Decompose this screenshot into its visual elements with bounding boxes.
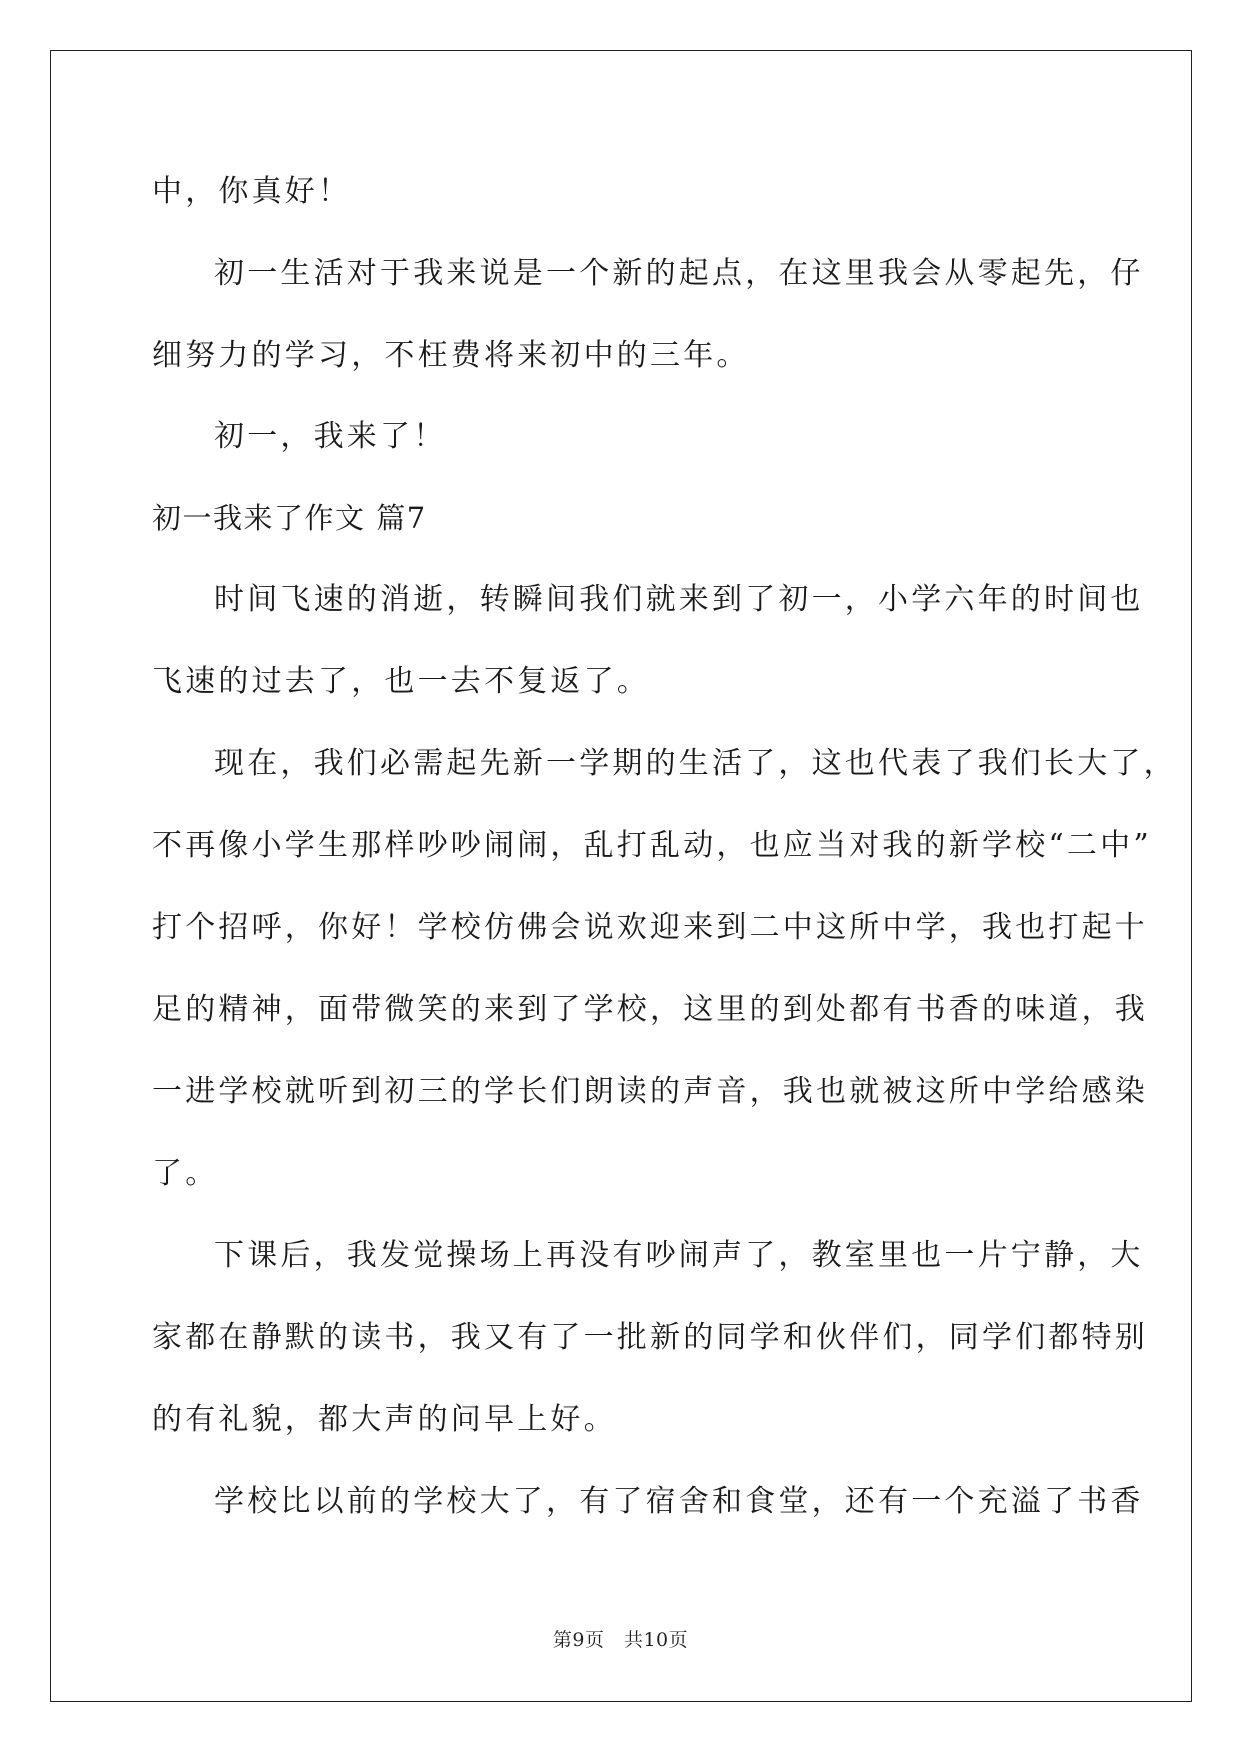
body-line-9: 打个招呼，你好！学校仿佛会说欢迎来到二中这所中学，我也打起十 — [152, 910, 1148, 945]
section-heading: 初一我来了作文 篇7 — [152, 501, 427, 535]
body-line-6: 飞速的过去了，也一去不复返了。 — [152, 664, 650, 699]
body-line-11: 一进学校就听到初三的学长们朗读的声音，我也就被这所中学给感染 — [152, 1074, 1148, 1109]
body-line-16: 学校比以前的学校大了，有了宿舍和食堂，还有一个充溢了书香 — [214, 1484, 1144, 1519]
body-line-10: 足的精神，面带微笑的来到了学校，这里的到处都有书香的味道，我 — [152, 992, 1148, 1027]
body-line-2: 初一生活对于我来说是一个新的起点，在这里我会从零起先，仔 — [214, 256, 1144, 291]
page-border — [50, 50, 1192, 1702]
page-number-footer: 第9页 共10页 — [552, 1629, 689, 1651]
body-line-3: 细努力的学习，不枉费将来初中的三年。 — [152, 338, 750, 373]
body-line-4: 初一，我来了！ — [214, 419, 447, 454]
body-line-7: 现在，我们必需起先新一学期的生活了，这也代表了我们长大了， — [214, 746, 1177, 781]
body-line-13: 下课后，我发觉操场上再没有吵闹声了，教室里也一片宁静，大 — [214, 1238, 1144, 1273]
body-line-5: 时间飞速的消逝，转瞬间我们就来到了初一，小学六年的时间也 — [214, 582, 1144, 617]
body-line-12: 了。 — [152, 1156, 219, 1191]
body-line-1: 中，你真好！ — [152, 174, 352, 209]
body-line-14: 家都在静默的读书，我又有了一批新的同学和伙伴们，同学们都特别 — [152, 1320, 1148, 1355]
body-line-8: 不再像小学生那样吵吵闹闹，乱打乱动，也应当对我的新学校“二中” — [152, 828, 1152, 863]
body-line-15: 的有礼貌，都大声的问早上好。 — [152, 1402, 617, 1437]
